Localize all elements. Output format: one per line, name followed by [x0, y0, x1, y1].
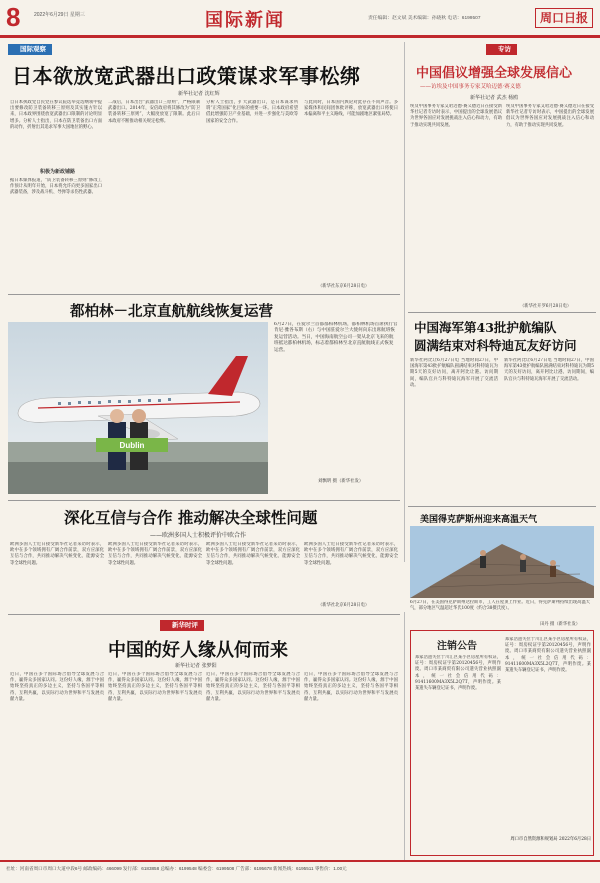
interview-subtitle: ——访埃及中国事务专家艾哈迈德·赛义德 [420, 84, 521, 90]
navy-col-2: 新华社阿比让6月27日电 当地时间27日，中国海军第43批护航编队圆满结束对科特迪瓦为期5天的友好访问，离开阿比让港。访问期间，编队官兵与科特迪瓦海军开展了交流活动。 [504, 358, 594, 382]
interview-tag: 专访 [486, 44, 517, 55]
column-col-2: 近日，中国在多个国际场合倡导全球发展与合作，赢得众多国家认同。这份好人缘，源于中国始终坚持真正的多边主义，坚持与各国平等相待、互利共赢，以实际行动为世界和平与发展贡献力量。 [108, 672, 202, 702]
newspaper-logo: 周口日报 [535, 8, 593, 28]
lead-col-1b: 据日本媒体报道，“防卫装备转移三原则”修改工作预计从明年开始，日本将允许向更多国家出口武器装备，涉及战斗机、导弹等杀伤性武器。 [10, 178, 102, 196]
divider [8, 294, 400, 295]
forum-source: （新华社北京6月28日电） [318, 603, 370, 608]
forum-col-1: 欧洲多国人士近日接受新华社记者采访时表示，欧中在多个领域拥有广阔合作前景，双方应深化互信与合作，共同推动解决气候变化、能源安全等全球性问题。 [10, 542, 104, 566]
column-col-3: 近日，中国在多个国际场合倡导全球发展与合作，赢得众多国家认同。这份好人缘，源于中国始终坚持真正的多边主义，坚持与各国平等相待、互利共赢，以实际行动为世界和平与发展贡献力量。 [206, 672, 300, 702]
divider [408, 312, 596, 313]
notice-title: 注销公告 [437, 641, 477, 652]
section-title: 国际新闻 [205, 10, 285, 31]
divider [8, 500, 400, 501]
footer-rule [0, 860, 600, 862]
photo2-caption: 6月27日，在美国得克萨斯州达拉斯市，工人在屋顶上作业。近日，得克萨斯州持续出现高温天气，部分地区气温超过华氏100度（约合38摄氏度）。 [410, 600, 591, 611]
navy-headline-1: 中国海军第43批护航编队 [414, 320, 557, 335]
notice-footer: 周口市自然资源和规划局 2022年6月28日 [510, 837, 591, 842]
date-line: 2022年6月29日 星期三 [34, 12, 85, 18]
lead-col-4: 与此同时，日本国内舆论对此存在不同声音。多家媒体和民间团体批评称，放宽武器出口将使日本偏离和平主义路线，可能加剧地区紧张局势。 [304, 100, 398, 118]
roof-illustration [410, 526, 594, 598]
divider [404, 612, 405, 862]
lead-subhead: 积极为新政铺路 [40, 169, 76, 175]
airport-illustration [8, 322, 268, 494]
column-tag: 新华时评 [160, 620, 204, 631]
interview-headline: 中国倡议增强全球发展信心 [416, 66, 573, 81]
editors-line: 责任编辑：赵文斌 美术编辑：孙晓秋 电话：6199507 [368, 16, 481, 21]
page-number: 8 [6, 2, 21, 32]
photo1-caption: 6月27日，在爱尔兰首都都柏林机场，都柏林机场首席执行官肯尼·雅各布斯（右）与中国驻爱尔兰大使何向东出席航班恢复运营活动。当日，中国海南航空公司一架从北京飞来的航班抵达都柏林机场，标志着都柏林至北京直航航线正式恢复运营。 [274, 322, 398, 353]
column-col-1: 近日，中国在多个国际场合倡导全球发展与合作，赢得众多国家认同。这份好人缘，源于中国始终坚持真正的多边主义，坚持与各国平等相待、互利共赢，以实际行动为世界和平与发展贡献力量。 [10, 672, 104, 702]
lead-headline: 日本欲放宽武器出口政策谋求军事松绑 [12, 64, 361, 88]
interview-col-2: 埃及中国事务专家艾哈迈德·赛义德近日在接受新华社记者专访时表示，中国提出的全球发展倡议为世界各国应对发展挑战注入信心和动力，有助于推动实现共同发展。 [506, 104, 594, 128]
dublin-banner-text: Dublin [119, 441, 145, 450]
forum-col-2: 欧洲多国人士近日接受新华社记者采访时表示，欧中在多个领域拥有广阔合作前景，双方应深化互信与合作，共同推动解决气候变化、能源安全等全球性问题。 [108, 542, 202, 566]
forum-col-4: 欧洲多国人士近日接受新华社记者采访时表示，欧中在多个领域拥有广阔合作前景，双方应深化互信与合作，共同推动解决气候变化、能源安全等全球性问题。 [304, 542, 398, 566]
photo1-headline: 都柏林－北京直航航线恢复运营 [70, 303, 273, 320]
column-byline: 新华社记者 张梦阳 [175, 663, 217, 669]
forum-subtitle: ——欧洲多国人士积极评价中欧合作 [150, 532, 247, 539]
divider [8, 614, 400, 615]
interview-source: （新华社开罗6月28日电） [520, 304, 572, 309]
lead-source: （新华社东京6月28日电） [318, 284, 370, 289]
lead-col-3: 分析人士指出，扩大武器出口，是日本谋求所谓“正常国家”化目标的重要一环。日本政府希望借此增强防卫产业基础，并进一步强化与美欧等国家的安全合作。 [206, 100, 298, 124]
lead-col-2: 二战后，日本出台“武器出口三原则”，严格限制武器出口。2014年，安倍政府将其修改为“防卫装备转移三原则”，大幅度放宽了限制。此后日本政府不断推动相关规定松绑。 [108, 100, 200, 124]
texas-roof-photo [410, 526, 594, 598]
photo2-credit: 田丹 摄（新华社发） [540, 622, 581, 627]
divider [408, 506, 596, 507]
column-headline: 中国的好人缘从何而来 [108, 640, 288, 661]
forum-headline: 深化互信与合作 推动解决全球性问题 [64, 508, 318, 527]
column-col-4: 近日，中国在多个国际场合倡导全球发展与合作，赢得众多国家认同。这份好人缘，源于中国始终坚持真正的多边主义，坚持与各国平等相待、互利共赢，以实际行动为世界和平与发展贡献力量。 [304, 672, 398, 702]
divider [404, 42, 405, 562]
dublin-airport-photo [8, 322, 268, 494]
lead-byline: 新华社记者 沈红辉 [178, 91, 220, 97]
navy-headline-2: 圆满结束对科特迪瓦友好访问 [414, 338, 577, 353]
interview-byline: 新华社记者 武杰 杨鸥 [470, 95, 519, 101]
lead-col-1: 自日本执政党自民党在参议院选举竞选纲领中提出要修改防卫装备转移三原则及其实施方针以来，日本政界围绕放宽武器出口限制的讨论明显增多。分析人士指出，日本在防卫装备出口方面的动作，折射出其追求军事大国地位的野心。 [10, 100, 102, 130]
forum-col-3: 欧洲多国人士近日接受新华社记者采访时表示，欧中在多个领域拥有广阔合作前景，双方应深化互信与合作，共同推动解决气候变化、能源安全等全球性问题。 [206, 542, 300, 566]
navy-col-1: 新华社阿比让6月27日电 当地时间27日，中国海军第43批护航编队圆满结束对科特迪瓦为期5天的友好访问，离开阿比让港。访问期间，编队官兵与科特迪瓦海军开展了交流活动。 [410, 358, 498, 388]
photo1-credit: 刘飘明 摄（新华社发） [318, 479, 364, 484]
masthead [0, 0, 600, 38]
notice-col-2: 郑家浩遗失位于川汇区某小区房屋所有权证，证号：周房权证字第20120456号，声明作废。周口市某商贸有限公司遗失营业执照副本，统一社会信用代码：91411600MA3X5L2Q7T，声明作废。某某遗失车辆登记证书，声明作废。 [505, 637, 591, 674]
footer-line: 社址：河南省周口市周口大道中段6号 邮政编码：466099 发行部：6183858 总编办：6199548 编委会：6199508 广告部：6195678 新闻热线：6195511 零售价：1.00元 [6, 866, 347, 871]
photo2-headline: 美国得克萨斯州迎来高温天气 [420, 515, 538, 525]
notice-box [410, 630, 594, 856]
lead-tag: 国际观察 [8, 44, 52, 55]
interview-col-1: 埃及中国事务专家艾哈迈德·赛义德近日在接受新华社记者专访时表示，中国提出的全球发展倡议为世界各国应对发展挑战注入信心和动力，有助于推动实现共同发展。 [410, 104, 502, 128]
notice-col-1: 郑家浩遗失位于川汇区某小区房屋所有权证，证号：周房权证字第20120456号，声明作废。周口市某商贸有限公司遗失营业执照副本，统一社会信用代码：91411600MA3X5L2Q7T，声明作废。某某遗失车辆登记证书，声明作废。 [415, 655, 501, 692]
